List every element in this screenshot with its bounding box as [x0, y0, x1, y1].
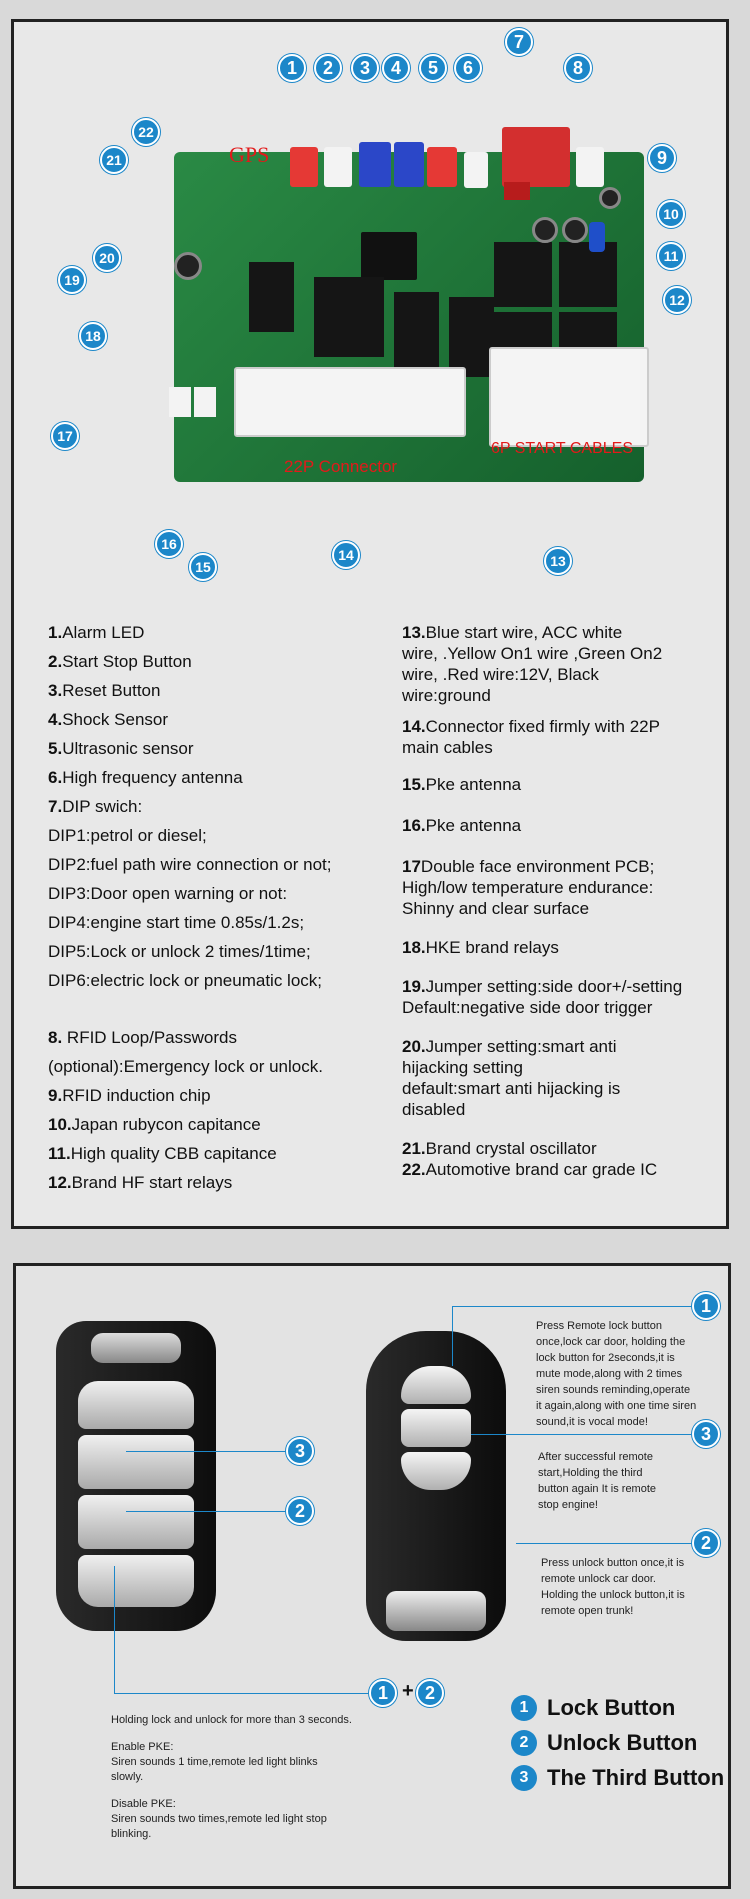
spec-3: 3.Reset Button — [48, 681, 161, 700]
callout-6: 6 — [454, 54, 482, 82]
callout-22: 22 — [132, 118, 160, 146]
spec-18: 18.HKE brand relays — [402, 938, 559, 957]
specs-left-column — [48, 622, 368, 1193]
spec-4: 4.Shock Sensor — [48, 710, 169, 729]
spec-5: 5.Ultrasonic sensor — [48, 739, 194, 758]
callout-3: 3 — [351, 54, 379, 82]
left-callout-3: 3 — [286, 1437, 314, 1465]
callout-2: 2 — [314, 54, 342, 82]
combo-plus-sign: + — [402, 1680, 414, 1702]
callout-17: 17 — [51, 422, 79, 450]
connector-22p-label: 22P Connector — [284, 457, 398, 476]
combo-callout-2: 2 — [416, 1679, 444, 1707]
spec-13: 13.Blue start wire, ACC white wire, .Yellow On1 wire ,Green On2 wire, .Red wire:12V, Black wire:ground — [402, 623, 663, 705]
callout-18: 18 — [79, 322, 107, 350]
callout-19: 19 — [58, 266, 86, 294]
callout-20: 20 — [93, 244, 121, 272]
dip-6: DIP6:electric lock or pneumatic lock; — [48, 971, 322, 990]
spec-8-cont: (optional):Emergency lock or unlock. — [48, 1057, 323, 1076]
fob-left-button-third — [78, 1555, 194, 1607]
callout-16: 16 — [155, 530, 183, 558]
fob-left-button-top — [78, 1381, 194, 1429]
legend-third: 3 The Third Button — [511, 1764, 724, 1794]
callout-14: 14 — [332, 541, 360, 569]
callout-5: 5 — [419, 54, 447, 82]
spec-7: 7.DIP swich: — [48, 797, 143, 816]
unlock-button-description: Press unlock button once,it is remote unlock car door. Holding the unlock button,it is remote open trunk! — [541, 1557, 685, 1617]
dip-2: DIP2:fuel path wire connection or not; — [48, 855, 332, 874]
callout-21: 21 — [100, 146, 128, 174]
right-callout-1: 1 — [692, 1292, 720, 1320]
spec-10: 10.Japan rubycon capitance — [48, 1115, 261, 1134]
callout-12: 12 — [663, 286, 691, 314]
combo-callout-1: 1 — [369, 1679, 397, 1707]
spec-19: 19.Jumper setting:side door+/-setting Default:negative side door trigger — [402, 977, 683, 1017]
remote-fob-right — [366, 1331, 506, 1641]
spec-9: 9.RFID induction chip — [48, 1086, 211, 1105]
callout-9: 9 — [648, 144, 676, 172]
gps-label: GPS — [229, 142, 270, 167]
right-callout-3: 3 — [692, 1420, 720, 1448]
left-callout-2: 2 — [286, 1497, 314, 1525]
start-cables-label: 6P START CABLES — [491, 440, 633, 457]
fob-left-button-lock — [78, 1435, 194, 1489]
pcb-spec-panel — [11, 19, 729, 1229]
spec-14: 14.Connector fixed firmly with 22P main cables — [402, 717, 660, 757]
callout-4: 4 — [382, 54, 410, 82]
spec-2: 2.Start Stop Button — [48, 652, 192, 671]
specs-right-column — [402, 622, 727, 1180]
legend-unlock: 2 Unlock Button — [511, 1729, 697, 1759]
dip-4: DIP4:engine start time 0.85s/1.2s; — [48, 913, 305, 932]
spec-1: 1.Alarm LED — [48, 623, 145, 642]
third-button-description: After successful remote start,Holding the third button again It is remote stop engine! — [538, 1451, 657, 1511]
spec-21: 21.Brand crystal oscillator — [402, 1139, 597, 1158]
fob-left-button-unlock — [78, 1495, 194, 1549]
spec-22: 22.Automotive brand car grade IC — [402, 1160, 658, 1179]
callout-13: 13 — [544, 547, 572, 575]
spec-11: 11.High quality CBB capitance — [48, 1144, 277, 1163]
spec-17: 17Double face environment PCB; High/low temperature endurance: Shinny and clear surface — [402, 857, 655, 918]
pcb-board-image — [134, 122, 654, 512]
callout-7: 7 — [505, 28, 533, 56]
spec-8: 8. RFID Loop/Passwords — [48, 1028, 237, 1047]
dip-1: DIP1:petrol or diesel; — [48, 826, 207, 845]
spec-16: 16.Pke antenna — [402, 816, 522, 835]
spec-15: 15.Pke antenna — [402, 775, 522, 794]
callout-8: 8 — [564, 54, 592, 82]
callout-15: 15 — [189, 553, 217, 581]
callout-11: 11 — [657, 242, 685, 270]
dip-3: DIP3:Door open warning or not: — [48, 884, 288, 903]
combo-instructions: Holding lock and unlock for more than 3 seconds. Enable PKE: Siren sounds 1 time,remote led light blinks slowly. Disable PKE: Siren sounds two times,remote led light stop blinking. — [111, 1714, 352, 1840]
fob-right-third-button — [401, 1409, 471, 1447]
spec-6: 6.High frequency antenna — [48, 768, 243, 787]
spec-12: 12.Brand HF start relays — [48, 1173, 233, 1192]
remote-fob-left — [56, 1321, 216, 1631]
dip-5: DIP5:Lock or unlock 2 times/1time; — [48, 942, 311, 961]
right-callout-2: 2 — [692, 1529, 720, 1557]
legend-lock: 1 Lock Button — [511, 1694, 675, 1724]
remote-panel — [13, 1263, 731, 1889]
lock-button-description: Press Remote lock button once,lock car door, holding the lock button for 2seconds,it is mute mode,along with 2 times siren sounds reminding,operate it again,along with one time siren sound,it is vocal mode! — [536, 1320, 697, 1428]
spec-20: 20.Jumper setting:smart anti hijacking setting default:smart anti hijacking is disabled — [402, 1037, 621, 1119]
callout-10: 10 — [657, 200, 685, 228]
callout-1: 1 — [278, 54, 306, 82]
